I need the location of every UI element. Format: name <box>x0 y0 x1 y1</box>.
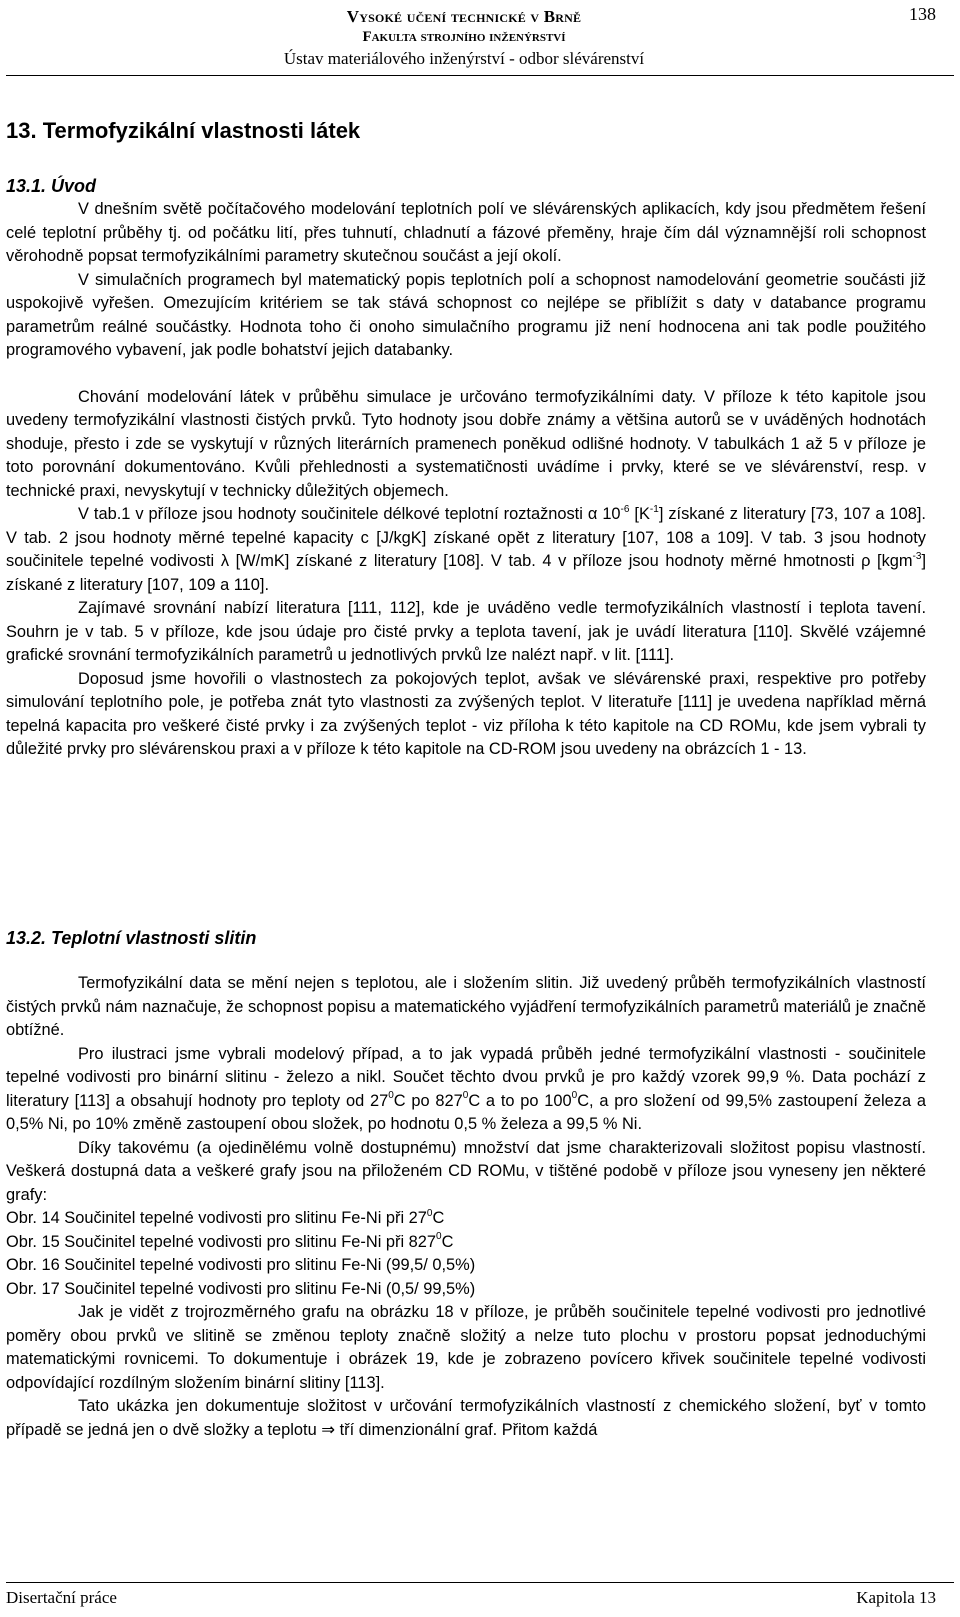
list-item: Obr. 16 Součinitel tepelné vodivosti pro slitinu Fe-Ni (99,5/ 0,5%) <box>6 1256 476 1274</box>
header-divider <box>6 75 954 76</box>
paragraph: V dnešním světě počítačového modelování teplotních polí ve slévárenských aplikacích, kdy jsou předmětem řešení celé teplotní průběhy tj. od počátku lití, přes tuhnutí, chladnutí a fázové přeměny, hraje čím dál významnější roli schopnost věrohodně popsat termofyzikálními parametry skutečnou součást a její okolí. <box>6 200 926 265</box>
paragraph: Termofyzikální data se mění nejen s teplotou, ale i složením slitin. Již uvedený průběh termofyzikálních vlastností čistých prvků nám naznačuje, že schopnost popisu a matematického vyjádření termofyzikálních parametrů materiálů je značně obtížné. <box>6 974 926 1039</box>
alpha-symbol: α <box>587 505 598 523</box>
list-item: Obr. 17 Součinitel tepelné vodivosti pro slitinu Fe-Ni (0,5/ 99,5%) <box>6 1279 476 1298</box>
paragraph: Tato ukázka jen dokumentuje složitost v určování termofyzikálních vlastností z chemického složení, byť v tomto případě se jedná jen o dvě složky a teplotu ⇒ tří dimenzionální graf. Přitom každá <box>6 1397 926 1439</box>
footer-left: Disertační práce <box>6 1588 117 1607</box>
paragraph: Díky takovému (a ojedinělému volně dostupnému) množství dat jsme charakterizovali složitost popisu vlastností. Veškerá dostupná data a veškeré grafy jsou na přiloženém CD ROMu, v tištěné podobě v příloze jsou vyneseny jen některé grafy: <box>6 1138 926 1204</box>
section-body-slitiny <box>6 972 926 1442</box>
section-title-slitiny: 13.2. Teplotní vlastnosti slitin <box>6 928 257 948</box>
header-university: Vysoké učení technické v Brně <box>346 7 582 26</box>
section-body-uvod <box>6 198 926 762</box>
page-number: 138 <box>909 4 936 24</box>
paragraph: Jak je vidět z trojrozměrného grafu na obrázku 18 v příloze, je průběh součinitele tepelné vodivosti pro jednotlivé poměry obou prvků ve slitině se změnou teploty značně složitý a nelze tuto plochu v prostoru popsat jednoduchými matematickými rovnicemi. To dokumentuje i obrázek 19, kde je zobrazeno povícero křivek součinitele tepelné vodivosti odpovídající rozdílným složením binární slitiny [113]. <box>6 1303 926 1392</box>
chapter-title: 13. Termofyzikální vlastnosti látek <box>6 118 361 143</box>
rho-symbol: ρ <box>861 552 871 570</box>
paragraph: Chování modelování látek v průběhu simulace je určováno termofyzikálními daty. V příloze k této kapitole jsou uvedeny termofyzikální vlastnosti čistých prvků. Tyto hodnoty jsou dobře známy a většina autorů se v uváděných hodnotách shoduje, přesto i zde se vyskytují v různých literárních pramenech poněkud odlišné hodnoty. V tabulkách 1 až 5 v příloze je toto porovnání dokumentováno. Kvůli přehlednosti a systematičnosti uvádíme i prvky, které se ve slévárenství, resp. v technické praxi, nevyskytují v technicky důležitých objemech. <box>6 387 926 500</box>
figure-list <box>6 1207 926 1301</box>
paragraph: Pro ilustraci jsme vybrali modelový případ, a to jak vypadá průběh jedné termofyzikální vlastnosti - součinitele tepelné vodivosti pro binární slitinu - železo a nikl. Součet těchto dvou prvků je pro každý vzorek 99,9 %. Data pochází z literatury [113] a obsahují hodnoty pro teploty od $27^0C$ po $827^0C$ a to po $100^0C$, a pro složení od 99,5% zastoupení železa a 0,5% Ni, po 10% změně zastoupení obou složek, po hodnotu 0,5 % železa a 99,5 % Ni. <box>6 1044 926 1133</box>
header-institute: Ústav materiálového inženýrství - odbor slévárenství <box>283 49 645 68</box>
footer-divider <box>6 1582 954 1583</box>
paragraph: Zajímavé srovnání nabízí literatura [111, 112], kde je uváděno vedle termofyzikálních vlastností i teplota tavení. Souhrn je v tab. 5 v příloze, kde jsou údaje pro čisté prvky a teplota tavení, jak je uvádí literatura [110]. Skvělé vzájemné grafické srovnání termofyzikálních parametrů u jednotlivých prvků lze nalézt např. v lit. [111]. <box>6 599 926 664</box>
list-item: Obr. 14 Součinitel tepelné vodivosti pro slitinu Fe-Ni při $27^0C$ <box>6 1207 445 1227</box>
header-faculty: Fakulta strojního inženýrství <box>362 29 566 45</box>
lambda-symbol: λ <box>220 552 230 570</box>
implies-arrow-icon: ⇒ <box>321 1420 336 1439</box>
section-title-uvod: 13.1. Úvod <box>6 176 97 196</box>
paragraph: Doposud jsme hovořili o vlastnostech za pokojových teplot, avšak ve slévárenské praxi, respektive pro potřeby simulování teplotního pole, je potřeba znát tyto vlastnosti za zvýšených teplot. V literatuře [111] je uvedena například měrná tepelná kapacita pro veškeré čisté prvky i za zvýšených teplot - viz příloha k této kapitole na CD ROMu, kde jsem vybrali ty důležité prvky pro slévárenskou praxi a v příloze k této kapitole na CD-ROM jsou uvedeny na obrázcích 1 - 13. <box>6 669 926 758</box>
footer-right: Kapitola 13 <box>856 1588 936 1607</box>
paragraph: V simulačních programech byl matematický popis teplotních polí a schopnost namodelování geometrie součásti již uspokojivě vyřešen. Omezujícím kritériem se tak stává schopnost co nejlépe se přiblížit s daty v databance programu parametrům reálné součástky. Hodnota toho či onoho simulačního programu již není hodnocena ani tak podle použitého programového vybavení, jak podle bohatství jejich databanky. <box>6 270 926 359</box>
page-header <box>100 6 828 69</box>
list-item: Obr. 15 Součinitel tepelné vodivosti pro slitinu Fe-Ni při $827^0C$ <box>6 1231 454 1251</box>
paragraph: V tab.1 v příloze jsou hodnoty součinitele délkové teplotní roztažnosti α $10^{-6}$ $[K^{-1}]$ získané z literatury [73, 107 a 108]. V tab. 2 jsou hodnoty měrné tepelné kapacity c [J/kgK] získané opět z literatury [107, 108 a 109]. V tab. 3 jsou hodnoty součinitele tepelné vodivosti λ [W/mK] získané z literatury [108]. V tab. 4 v příloze jsou hodnoty měrné hmotnosti ρ [kgm$^{-3}$] získané z literatury [107, 109 a 110]. <box>6 503 926 594</box>
